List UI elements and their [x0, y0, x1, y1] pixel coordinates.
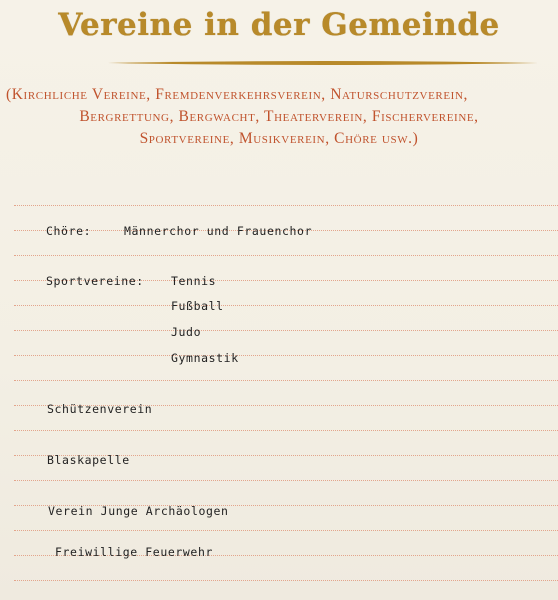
sport-item-gymnastik: Gymnastik — [171, 351, 239, 365]
title-underline — [108, 60, 538, 66]
blaskapelle: Blaskapelle — [47, 453, 130, 467]
ruled-line — [14, 430, 558, 431]
sport-item-tennis: Tennis — [171, 274, 217, 288]
ruled-line — [14, 330, 558, 331]
ruled-line — [14, 205, 558, 206]
ruled-line — [14, 255, 558, 256]
schuetzenverein: Schützenverein — [47, 402, 153, 416]
verein-junge-archaeologen: Verein Junge Archäologen — [48, 504, 229, 518]
sportvereine-label: Sportvereine: — [46, 274, 144, 288]
page-title: Vereine in der Gemeinde — [58, 7, 500, 43]
freiwillige-feuerwehr: Freiwillige Feuerwehr — [55, 545, 213, 559]
subtitle — [0, 84, 558, 150]
ruled-line — [14, 530, 558, 531]
ruled-line — [14, 305, 558, 306]
ruled-line — [14, 580, 558, 581]
sport-item-judo: Judo — [171, 325, 202, 339]
ruled-line — [14, 380, 558, 381]
sport-item-fussball: Fußball — [171, 299, 224, 313]
ruled-line — [14, 355, 558, 356]
subtitle-line-1: (Kirchliche Vereine, Fremdenverkehrsverein, Naturschutzverein, — [6, 86, 468, 103]
choere-label: Chöre: — [46, 224, 92, 238]
subtitle-line-3: Sportvereine, Musikverein, Chöre usw.) — [139, 130, 419, 147]
ruled-line — [14, 480, 558, 481]
subtitle-line-2: Bergrettung, Bergwacht, Theaterverein, Fischervereine, — [79, 108, 479, 125]
choere-value: Männerchor und Frauenchor — [124, 224, 313, 238]
